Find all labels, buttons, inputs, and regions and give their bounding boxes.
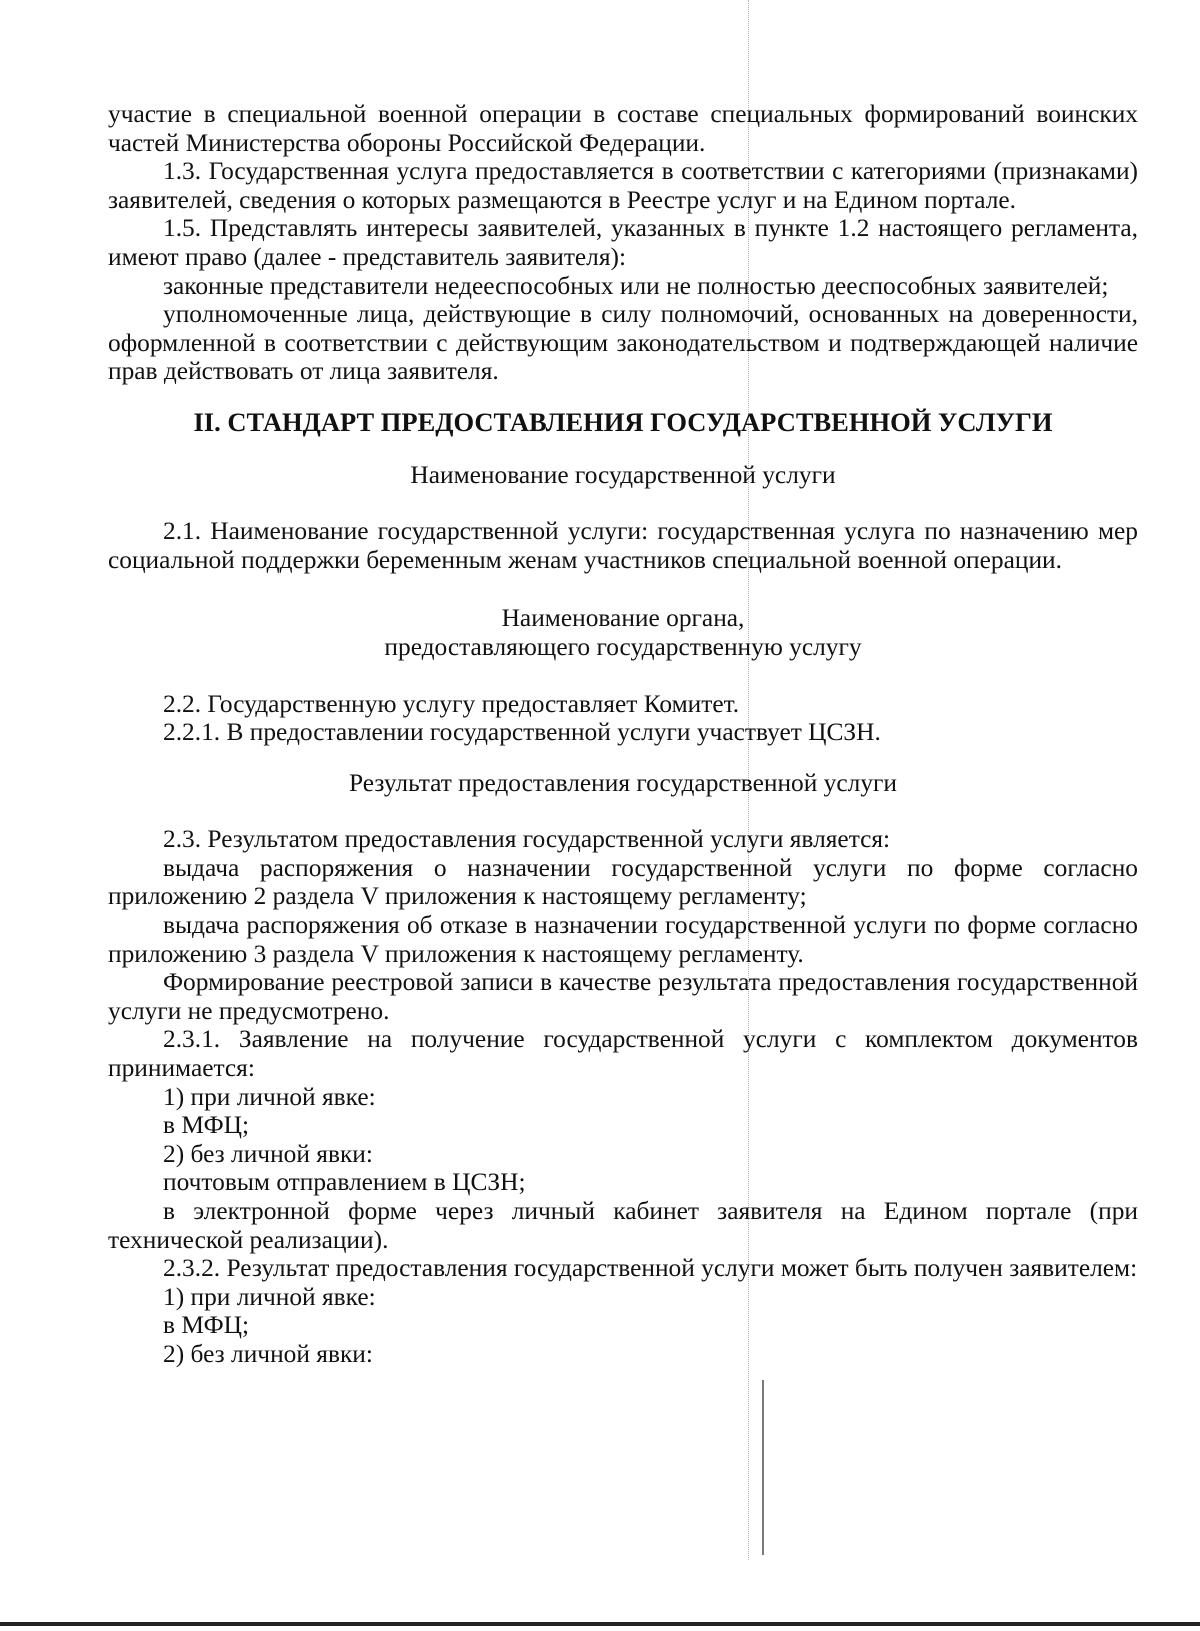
subheading-organ-line1: Наименование органа, (501, 604, 745, 633)
list-item-mfc-2: в МФЦ; (163, 1311, 250, 1340)
scan-bottom-edge (0, 1622, 1200, 1626)
document-page (108, 100, 1138, 1369)
scan-artifact-line (762, 1380, 764, 1555)
paragraph-2-3-1: 2.3.1. Заявление на получение государственной услуги с комплектом документов принимается: (108, 1025, 1138, 1083)
paragraph-result-grant: выдача распоряжения о назначении государственной услуги по форме согласно приложению 2 раздела V приложения к настоящему регламенту; (108, 853, 1138, 911)
list-item-mfc: в МФЦ; (163, 1111, 250, 1140)
subheading-result: Результат предоставления государственной услуги (348, 768, 898, 797)
subheading-organ (108, 604, 1138, 661)
paragraph-2-2: 2.2. Государственную услугу предоставляет Комитет. (163, 689, 740, 718)
list-item-personal-visit: 1) при личной явке: (163, 1082, 376, 1111)
list-item-personal-visit-2: 1) при личной явке: (163, 1282, 376, 1311)
subheading-service-name: Наименование государственной услуги (410, 460, 836, 489)
list-item-postal: почтовым отправлением в ЦСЗН; (163, 1168, 526, 1197)
list-item-no-visit-2: 2) без личной явки: (163, 1339, 373, 1368)
paragraph-authorized-persons: уполномоченные лица, действующие в силу полномочий, основанных на доверенности, оформленной в соответствии с действующим законодательством и подтверждающей наличие прав действовать от лица заявителя. (108, 300, 1138, 386)
paragraph-2-1: 2.1. Наименование государственной услуги: государственная услуга по назначению мер социальной поддержки беременным женам участников специальной военной операции. (108, 517, 1138, 574)
list-item-no-visit: 2) без личной явки: (163, 1139, 373, 1168)
paragraph-continuation: участие в специальной военной операции в составе специальных формирований воинских частей Министерства обороны Российской Федерации. (108, 100, 1138, 157)
paragraph-1-5: 1.5. Представлять интересы заявителей, указанных в пункте 1.2 настоящего регламента, имеют право (далее - представитель заявителя): (108, 214, 1138, 271)
paragraph-2-2-1: 2.2.1. В предоставлении государственной услуги участвует ЦСЗН. (163, 718, 881, 747)
paragraph-result-refusal: выдача распоряжения об отказе в назначении государственной услуги по форме согласно приложению 3 раздела V приложения к настоящему регламенту. (108, 911, 1138, 968)
section-heading: II. СТАНДАРТ ПРЕДОСТАВЛЕНИЯ ГОСУДАРСТВЕННОЙ УСЛУГИ (193, 406, 1053, 437)
subheading-organ-line2: предоставляющего государственную услугу (384, 632, 862, 661)
list-item-electronic: в электронной форме через личный кабинет заявителя на Едином портале (при технической реализации). (108, 1197, 1138, 1254)
paragraph-2-3: 2.3. Результатом предоставления государственной услуги является: (163, 825, 891, 854)
paragraph-registry-record: Формирование реестровой записи в качестве результата предоставления государственной услуги не предусмотрено. (108, 968, 1138, 1025)
paragraph-1-3: 1.3. Государственная услуга предоставляется в соответствии с категориями (признаками) заявителей, сведения о которых размещаются в Реестре услуг и на Едином портале. (108, 157, 1138, 214)
paragraph-legal-representatives: законные представители недееспособных или не полностью дееспособных заявителей; (163, 271, 1109, 300)
paragraph-2-3-2: 2.3.2. Результат предоставления государственной услуги может быть получен заявителем: (163, 1254, 1138, 1283)
